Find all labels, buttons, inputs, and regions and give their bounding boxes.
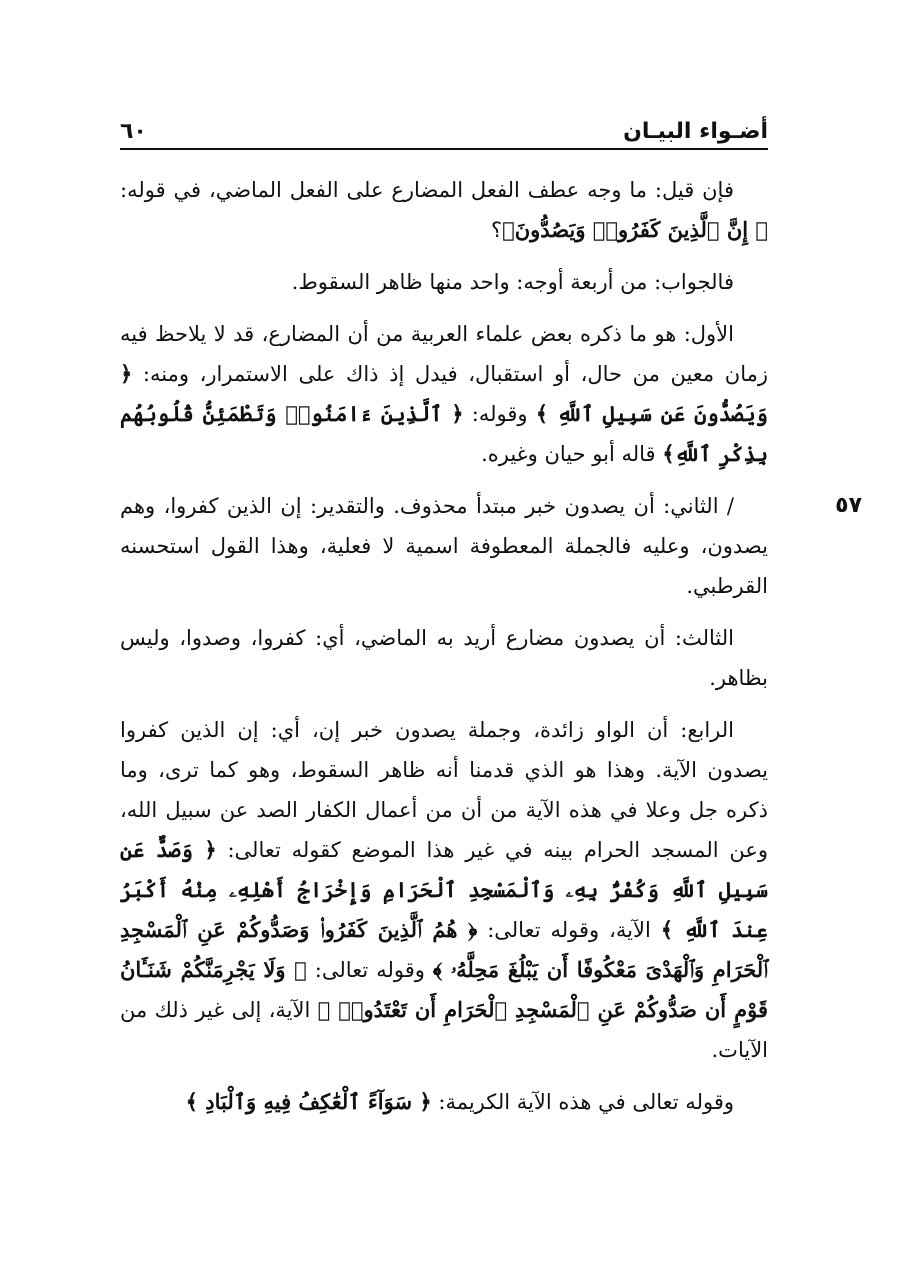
paragraph-text: الرابع: أن الواو زائدة، وجملة يصدون خبر إن، أي: إن الذين كفروا يصدون الآية. وهذا هو الذي قدمنا أنه ظاهر السقوط، وهو كما ترى، وما ذكره جل وعلا في هذه الآية من أن من أعمال الكفار الصد عن سبيل الله، وعن المسجد الحرام بينه في غير هذا الموضع كقوله تعالى:: [120, 718, 768, 862]
quran-verse: ﴿ هُمُ ٱلَّذِينَ كَفَرُوا۟ وَصَدُّوكُمْ عَنِ ٱلْمَسْجِدِ ٱلْحَرَامِ وَٱلْهَدْىَ مَعْكُوفًا أَن يَبْلُغَ مَحِلَّهُۥ ﴾: [120, 917, 768, 982]
quran-verse: ﴿ وَصَدٌّ عَن سَبِيلِ ٱللَّهِ وَكُفْرٌۢ بِهِۦ وَٱلْمَسْجِدِ ٱلْحَرَامِ وَإِخْرَاجُ أَهْلِهِۦ مِنْهُ أَكْبَرُ عِندَ ٱللَّهِ ﴾: [120, 837, 768, 942]
paragraph-text: وقوله تعالى في هذه الآية الكريمة:: [431, 1090, 734, 1114]
book-title: أضـواء البيـان: [623, 119, 768, 144]
quran-verse: ﴿ سَوَآءً ٱلْعَٰكِفُ فِيهِ وَٱلْبَادِ ﴾: [185, 1089, 432, 1114]
paragraph-second-view: [120, 486, 862, 606]
quran-verse: ﴿ إِنَّ ٱلَّذِينَ كَفَرُوا۟ وَيَصُدُّونَ﴾: [502, 217, 768, 242]
paragraph-question: [120, 170, 768, 250]
paragraph-text: وقوله تعالى:: [306, 958, 433, 982]
quran-verse: ﴿ وَيَصُدُّونَ عَن سَبِيلِ ٱللَّهِ ﴾: [120, 361, 768, 426]
paragraph-text: فالجواب: من أربعة أوجه: واحد منها ظاهر السقوط.: [291, 270, 734, 294]
paragraph-text: الثالث: أن يصدون مضارع أريد به الماضي، أي: كفروا، وصدوا، وليس بظاهر.: [120, 626, 768, 690]
page-header: [120, 108, 768, 150]
page-number: ٦٠: [120, 119, 147, 144]
paragraph-third-view: [120, 618, 768, 698]
paragraph-text: قاله أبو حيان وغيره.: [481, 442, 663, 466]
paragraph-text: الآية، وقوله تعالى:: [477, 918, 661, 942]
paragraph-first-view: [120, 314, 768, 474]
paragraph-fourth-view: [120, 710, 768, 1070]
paragraph-text: / الثاني: أن يصدون خبر مبتدأ محذوف. والتقدير: إن الذين كفروا، وهم يصدون، وعليه فالجملة المعطوفة اسمية لا فعلية، وهذا القول استحسنه القرطبي.: [120, 494, 768, 598]
paragraph-text: ؟: [490, 218, 503, 242]
paragraph-text: وقوله:: [463, 402, 536, 426]
quran-verse: ﴿ وَلَا يَجْرِمَنَّكُمْ شَنَـَٔانُ قَوْمٍ أَن صَدُّوكُمْ عَنِ ٱلْمَسْجِدِ ٱلْحَرَامِ أَن تَعْتَدُوا۟ ﴾: [120, 957, 768, 1022]
paragraph-text: الآية، إلى غير ذلك من الآيات.: [120, 998, 768, 1062]
paragraph-text: فإن قيل: ما وجه عطف الفعل المضارع على الفعل الماضي، في قوله:: [120, 178, 734, 202]
paragraph-answer: [120, 262, 768, 302]
paragraph-text: الأول: هو ما ذكره بعض علماء العربية من أن المضارع، قد لا يلاحظ فيه زمان معين من حال، أو استقبال، فيدل إذ ذاك على الاستمرار، ومنه:: [120, 322, 768, 386]
quran-verse: ﴿ ٱلَّذِينَ ءَامَنُوا۟ وَتَطْمَئِنُّ قُلُوبُهُم بِذِكْرِ ٱللَّهِ﴾: [120, 401, 768, 466]
paragraph-final: [120, 1082, 768, 1122]
document-page: [120, 108, 862, 1134]
margin-page-marker: ٥٧: [835, 493, 862, 518]
